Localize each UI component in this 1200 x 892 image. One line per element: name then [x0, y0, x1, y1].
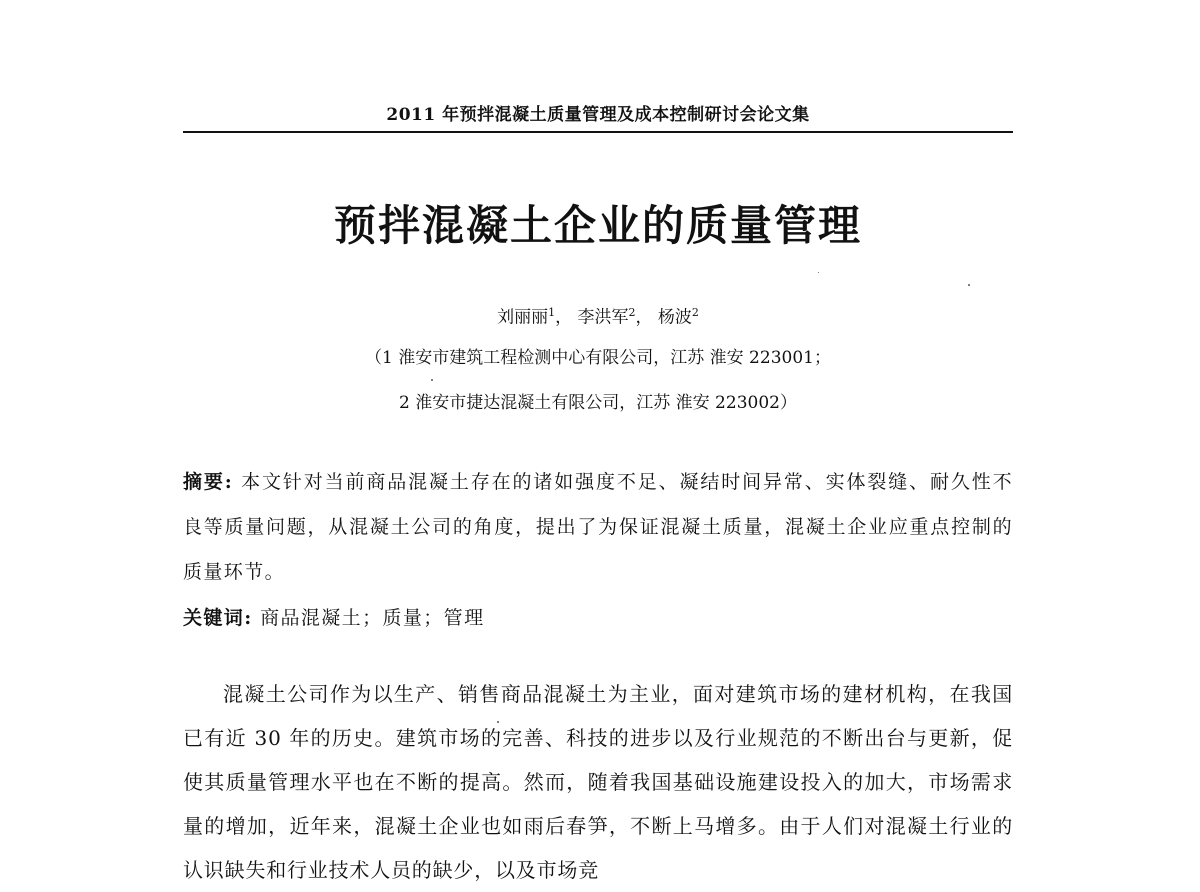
scan-speck [818, 272, 819, 273]
affiliation-2: 2 淮安市捷达混凝土有限公司，江苏 淮安 223002） [399, 393, 797, 413]
keywords [183, 598, 1013, 638]
keywords-text: 商品混凝土；质量；管理 [252, 607, 485, 629]
running-header: 2011 年预拌混凝土质量管理及成本控制研讨会论文集 [386, 105, 810, 125]
scan-speck [497, 721, 499, 723]
keywords-label: 关键词: [183, 607, 253, 629]
scan-speck [968, 284, 970, 286]
author-separator: ， [555, 307, 573, 328]
author-affiliation-mark: 2 [628, 306, 636, 319]
author-name: 刘丽丽 [497, 307, 549, 328]
author-name: 杨波 [657, 307, 692, 328]
scan-speck [431, 379, 433, 381]
author-name: 李洪军 [577, 307, 629, 328]
abstract-text: 本文针对当前商品混凝土存在的诸如强度不足、凝结时间异常、实体裂缝、耐久性不良等质量问题，从混凝土公司的角度，提出了为保证混凝土质量，混凝土企业应重点控制的质量环节。 [183, 471, 1013, 583]
paper-title: 预拌混凝土企业的质量管理 [333, 201, 862, 250]
abstract [183, 460, 1013, 595]
affiliation-1: （1 淮安市建筑工程检测中心有限公司，江苏 淮安 223001； [365, 348, 831, 368]
author-line [183, 298, 1013, 333]
author-affiliation-mark: 1 [548, 306, 556, 319]
author-separator: ， [635, 307, 653, 328]
author-affiliation-mark: 2 [691, 306, 699, 319]
header-rule [183, 131, 1013, 133]
abstract-label: 摘要: [183, 471, 234, 493]
body-paragraph: 混凝土公司作为以生产、销售商品混凝土为主业，面对建筑市场的建材机构，在我国已有近 30 年的历史。建筑市场的完善、科技的进步以及行业规范的不断出台与更新，促使其质量管理水平也在不断的提高。然而，随着我国基础设施建设投入的加大，市场需求量的增加，近年来，混凝土企业也如雨后春笋，不断上马增多。由于人们对混凝土行业的认识缺失和行业技术人员的缺少，以及市场竞 [183, 682, 1013, 882]
